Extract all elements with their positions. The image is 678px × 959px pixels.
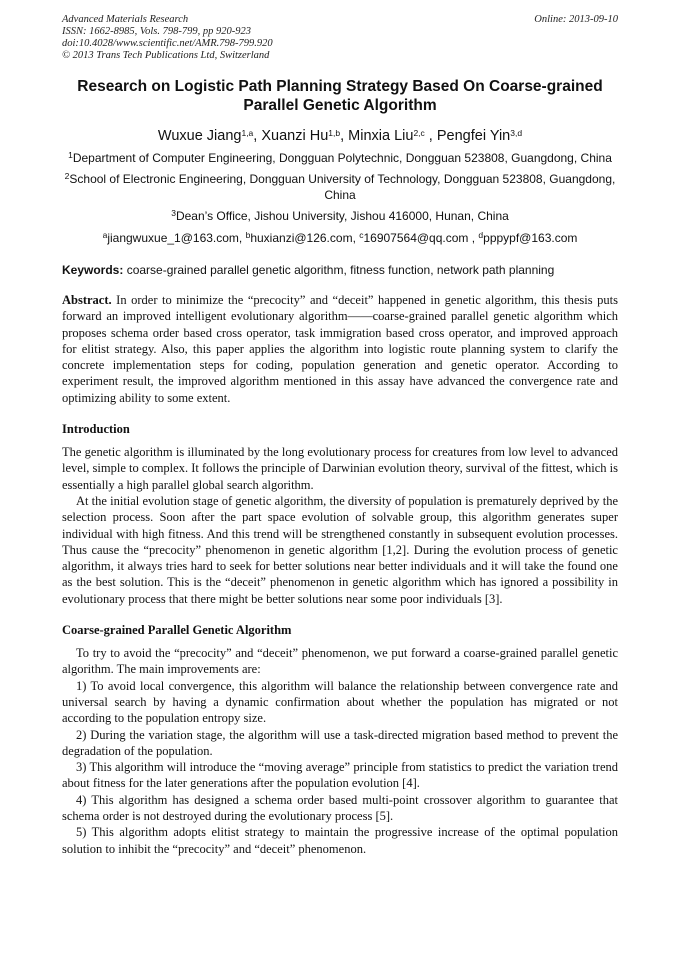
paper-title: Research on Logistic Path Planning Strategy Based On Coarse-grained Parallel Genetic Algorithm: [77, 78, 603, 114]
abstract-text: In order to minimize the “precocity” and “deceit” happened in genetic algorithm, this thesis puts forward an improved intelligent evolutionary algorithm——coarse-grained parallel genetic algorithm which proposes schema order based cross operator, task immigration based cross operator, and improved approach for elitist strategy. Also, this paper applies the algorithm into logistic route planning system to clarify the concrete implementation steps for coding, population generation and genetic operator. According to experiment result, the improved algorithm mentioned in this assay have advanced the convergence rate and optimizing ability to some extent.: [62, 293, 618, 405]
cgpga-item-4: 4) This algorithm has designed a schema order based multi-point crossover algorithm to guarantee that schema order is not destroyed during the evolutionary process [5].: [62, 792, 618, 824]
author-name: Pengfei Yin: [436, 128, 511, 144]
cgpga-paragraph-1: To try to avoid the “precocity” and “deceit” phenomenon, we put forward a coarse-grained parallel genetic algorithm. The main improvements are:: [62, 646, 618, 677]
keywords-label: Keywords:: [62, 263, 124, 277]
author-sup: 1,b: [328, 128, 341, 138]
intro-paragraph-2: At the initial evolution stage of genetic algorithm, the diversity of population is prematurely deprived by the selection process. Soon after the part space evolution of solvable group, this algorithm generates super individual with high fitness. And this trend will be strengthened constantly in subsequent evolution processes. Thus cause the “precocity” phenomenon in genetic algorithm [1,2]. During the evolution process of genetic algorithm, it always tries hard to seek for better solutions near better individuals and it will take the found one as the best solution. This is the “deceit” phenomenon in genetic algorithm which has ignored a possibility in evolutionary process that there might be better solutions near some poor individuals [3].: [62, 493, 618, 606]
author-sup: 1,a: [241, 128, 254, 138]
paper-page: [62, 14, 618, 857]
author-name: Wuxue Jiang: [157, 128, 242, 144]
journal-header: [62, 14, 618, 62]
email-list: $^a$jiangwuxue_1@163.com, $^b$huxianzi@126.com, $^c$16907564@qq.com , $^d$pppypf@163.com: [102, 230, 578, 245]
keywords-text: coarse-grained parallel genetic algorithm, fitness function, network path planning: [123, 263, 555, 277]
affiliation-2: $^2$School of Electronic Engineering, Dongguan University of Technology, Dongguan 523808, Guangdong, China: [64, 171, 616, 202]
abstract-label: Abstract.: [62, 293, 112, 307]
email-link[interactable]: huxianzi@126.com,: [250, 231, 360, 245]
cgpga-item-3: 3) This algorithm will introduce the “moving average” principle from statistics to predict the variation trend about fitness for the later generations after the population evolution [4].: [62, 760, 618, 791]
abstract: [62, 292, 618, 406]
email-link[interactable]: pppypf@163.com: [483, 231, 578, 245]
online-date: Online: 2013-09-10: [534, 14, 618, 25]
section-heading-introduction: Introduction: [62, 422, 130, 437]
author-name: Minxia Liu: [348, 128, 414, 144]
cgpga-item-5: 5) This algorithm adopts elitist strategy to maintain the progressive increase of the optimal population solution to inhibit the “precocity” and “deceit” phenomenon.: [62, 825, 618, 856]
affiliation-1: $^1$Department of Computer Engineering, Dongguan Polytechnic, Dongguan 523808, Guangdong, China: [68, 150, 612, 165]
author-sup: 3,d: [510, 128, 523, 138]
journal-name: Advanced Materials Research: [62, 14, 189, 25]
cgpga-item-1: 1) To avoid local convergence, this algorithm will balance the relationship between convergence rate and universal search by having a dynamic confirmation about whether the population has migrated or not according to the population entropy size.: [62, 678, 618, 726]
affiliation-3: $^3$Dean’s Office, Jishou University, Jishou 416000, Hunan, China: [171, 208, 509, 223]
cgpga-item-2: 2) During the variation stage, the algorithm will use a task-directed migration based method to prevent the degradation of the population.: [62, 727, 618, 758]
keywords: [62, 262, 618, 278]
journal-doi: doi:10.4028/www.scientific.net/AMR.798-799.920: [62, 38, 273, 49]
author-sup: 2,c: [413, 128, 425, 138]
intro-paragraph-1: The genetic algorithm is illuminated by the long evolutionary process for creatures from low level to advanced level, simple to complex. It follows the principle of Darwinian evolution theory, survival of the fittest, which is essentially a high parallel global search algorithm.: [62, 445, 618, 492]
journal-info: [62, 14, 273, 62]
journal-copyright: © 2013 Trans Tech Publications Ltd, Switzerland: [62, 50, 270, 61]
section-heading-cgpga: Coarse-grained Parallel Genetic Algorithm: [62, 623, 292, 638]
email-link[interactable]: 16907564@qq.com ,: [363, 231, 479, 245]
author-name: Xuanzi Hu: [261, 128, 329, 144]
journal-issn: ISSN: 1662-8985, Vols. 798-799, pp 920-923: [62, 26, 251, 37]
email-link[interactable]: jiangwuxue_1@163.com,: [107, 231, 246, 245]
author-list: Wuxue Jiang$^{1,a}$, Xuanzi Hu$^{1,b}$, Minxia Liu$^{2,c}$ , Pengfei Yin$^{3,d}$: [157, 128, 523, 144]
